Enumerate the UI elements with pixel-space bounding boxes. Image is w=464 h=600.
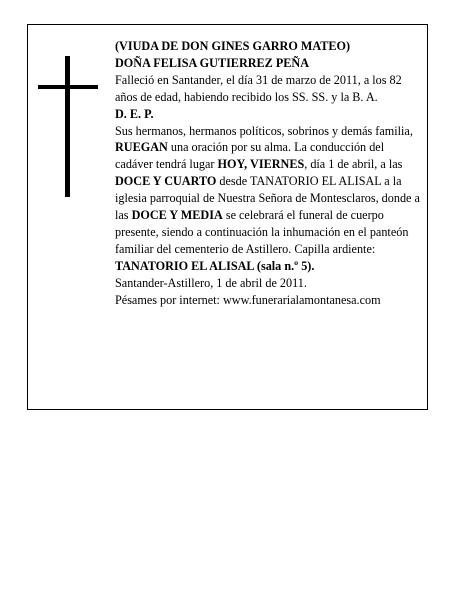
cross-horizontal-bar (38, 85, 98, 89)
request-text-1: una oración por su alma. La conducción del cadáver tendrá lugar (115, 140, 385, 172)
death-info: Falleció en Santander, el día 31 de marzo de 2011, a los 82 años de edad, habiendo recibido los SS. SS. y la B. A. (115, 72, 402, 104)
request-text-2: , día 1 de abril, a las (304, 157, 403, 172)
cross-vertical-bar (65, 56, 70, 197)
condolences-line: Pésames por internet: www.funerarialamontanesa.com (115, 292, 381, 307)
family-line: Sus hermanos, hermanos políticos, sobrinos y demás familia, (115, 123, 413, 138)
request-text-4: se celebrará el funeral de cuerpo presente, siendo a continuación la inhumación en el panteón familiar del cementerio de Astillero. Capilla ardiente: (115, 208, 409, 256)
request-paragraph (115, 139, 421, 257)
day-text: HOY, VIERNES (217, 157, 305, 172)
time-quarter-text: DOCE Y CUARTO (115, 174, 217, 189)
time-half-text: DOCE Y MEDIA (131, 208, 223, 223)
widow-line: (VIUDA DE DON GINES GARRO MATEO) (115, 39, 351, 53)
obituary-notice (27, 24, 428, 410)
obituary-text (115, 38, 421, 309)
rip-line: D. E. P. (115, 106, 154, 121)
cross-icon (38, 56, 98, 197)
place-date-line: Santander-Astillero, 1 de abril de 2011. (115, 275, 307, 290)
request-text-3: desde TANATORIO EL ALISAL a la iglesia parroquial de Nuestra Señora de Montesclaros, donde a las (115, 174, 420, 223)
chapel-line: TANATORIO EL ALISAL (sala n.º 5). (115, 258, 315, 273)
ruegan-text: RUEGAN (115, 140, 168, 155)
deceased-name: DOÑA FELISA GUTIERREZ PEÑA (115, 55, 310, 70)
